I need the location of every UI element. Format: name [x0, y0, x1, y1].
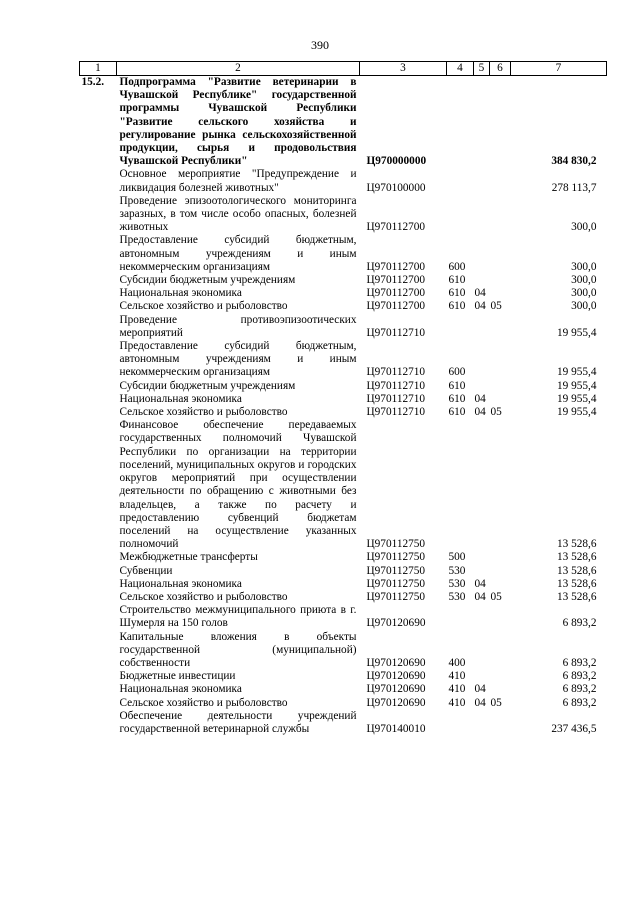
item-number: [80, 631, 117, 671]
subsection: [490, 670, 511, 683]
expense-type: 600: [448, 260, 466, 273]
subsection: [490, 314, 511, 340]
item-name: Сельское хозяйство и рыболовство: [119, 300, 288, 313]
expense-type: 410: [448, 683, 466, 696]
target-code: Ц970112710: [366, 366, 426, 379]
item-name: Сельское хозяйство и рыболовство: [119, 406, 288, 419]
section: [474, 340, 490, 380]
item-number: [80, 578, 117, 591]
table-row: [80, 697, 607, 710]
section: [474, 631, 490, 671]
subsection: [490, 683, 511, 696]
item-name: Национальная экономика: [119, 392, 242, 405]
target-code: Ц970000000: [366, 155, 427, 168]
amount: 6 893,2: [562, 683, 597, 696]
section: [474, 234, 490, 274]
item-number: [80, 287, 117, 300]
item-number: [80, 604, 117, 630]
item-name: Подпрограмма "Развитие ветеринарии в Чувашской Республике" государственной программы Чувашской Республики "Развитие сельского хозяйства и регулирование рынка сельскохозяйственной продукции, сырья и продовольствия Чувашской Республики": [119, 76, 357, 168]
expense-type: [447, 195, 474, 235]
amount: 300,0: [571, 260, 597, 273]
page-number: 390: [311, 38, 329, 52]
table-row: [80, 591, 607, 604]
amount: 19 955,4: [556, 379, 597, 392]
table-row: [80, 300, 607, 313]
expense-type: [447, 710, 474, 736]
item-number: [80, 683, 117, 696]
item-name: Строительство межмуниципального приюта в г. Шумерля на 150 голов: [119, 604, 357, 630]
column-header-4: 4: [447, 62, 474, 76]
table-row: [80, 168, 607, 194]
subsection: 05: [490, 590, 502, 603]
expense-type: [447, 419, 474, 551]
item-name: Проведение противоэпизоотических мероприятий: [119, 313, 357, 339]
section: 04: [474, 590, 486, 603]
target-code: Ц970112700: [366, 221, 426, 234]
item-name: Субсидии бюджетным учреждениям: [119, 274, 296, 287]
table-row: [80, 710, 607, 736]
amount: 300,0: [571, 287, 597, 300]
item-number: [80, 406, 117, 419]
target-code: Ц970120690: [366, 670, 426, 683]
item-number: [80, 670, 117, 683]
item-name: Основное мероприятие "Предупреждение и ликвидация болезней животных": [119, 168, 357, 194]
item-name: Бюджетные инвестиции: [119, 670, 236, 683]
target-code: Ц970112700: [366, 300, 426, 313]
target-code: Ц970112700: [366, 274, 426, 287]
amount: 300,0: [571, 300, 597, 313]
expense-type: [447, 76, 474, 169]
section: [474, 670, 490, 683]
subsection: [490, 565, 511, 578]
table-row: [80, 604, 607, 630]
target-code: Ц970100000: [366, 181, 426, 194]
expense-type: 410: [448, 670, 466, 683]
table-row: [80, 631, 607, 671]
expense-type: 530: [448, 577, 466, 590]
item-number: [80, 195, 117, 235]
column-header-6: 6: [490, 62, 511, 76]
expense-type: [447, 168, 474, 194]
table-row: [80, 683, 607, 696]
table-row: [80, 670, 607, 683]
section: 04: [474, 696, 486, 709]
table-row: [80, 565, 607, 578]
section: 04: [474, 406, 486, 419]
item-name: Сельское хозяйство и рыболовство: [119, 696, 288, 709]
item-number: [80, 274, 117, 287]
item-name: Национальная экономика: [119, 287, 242, 300]
section: 04: [474, 577, 486, 590]
target-code: Ц970140010: [366, 722, 426, 735]
target-code: Ц970112750: [366, 564, 426, 577]
expense-type: 400: [448, 656, 466, 669]
subsection: 05: [490, 300, 502, 313]
target-code: Ц970120690: [366, 617, 426, 630]
table-row: [80, 340, 607, 380]
column-header-2: 2: [117, 62, 360, 76]
target-code: Ц970120690: [366, 656, 426, 669]
target-code: Ц970112750: [366, 551, 426, 564]
expense-type: 600: [448, 366, 466, 379]
subsection: [490, 340, 511, 380]
section: [474, 710, 490, 736]
table-row: [80, 406, 607, 419]
section: [474, 168, 490, 194]
expense-type: 530: [448, 564, 466, 577]
item-number: [80, 710, 117, 736]
expense-type: 610: [448, 287, 466, 300]
target-code: Ц970112750: [366, 590, 426, 603]
subsection: [490, 274, 511, 287]
subsection: [490, 551, 511, 564]
table-row: [80, 195, 607, 235]
subsection: [490, 419, 511, 551]
target-code: Ц970112750: [366, 538, 426, 551]
section: 04: [474, 683, 486, 696]
amount: 6 893,2: [562, 696, 597, 709]
item-number: [80, 380, 117, 393]
amount: 278 113,7: [551, 181, 597, 194]
table-row: [80, 287, 607, 300]
section: [474, 604, 490, 630]
column-header-3: 3: [360, 62, 447, 76]
subsection: [490, 393, 511, 406]
section: 04: [474, 300, 486, 313]
target-code: Ц970120690: [366, 683, 426, 696]
amount: 13 528,6: [556, 577, 597, 590]
amount: 13 528,6: [556, 590, 597, 603]
item-number: [80, 591, 117, 604]
item-name: Проведение эпизоотологического мониторинга заразных, в том числе особо опасных, болезней животных: [119, 194, 357, 234]
item-name: Национальная экономика: [119, 683, 242, 696]
budget-table: [79, 61, 607, 736]
table-row: [80, 578, 607, 591]
amount: 13 528,6: [556, 564, 597, 577]
subsection: [490, 195, 511, 235]
table-row: [80, 551, 607, 564]
item-number: [80, 565, 117, 578]
subsection: [490, 631, 511, 671]
table-body: [80, 76, 607, 737]
expense-type: 610: [448, 379, 466, 392]
item-name: Национальная экономика: [119, 577, 242, 590]
item-name: Субсидии бюджетным учреждениям: [119, 379, 296, 392]
item-number: [80, 340, 117, 380]
expense-type: 610: [448, 300, 466, 313]
amount: 300,0: [571, 221, 597, 234]
subsection: [490, 710, 511, 736]
amount: 13 528,6: [556, 538, 597, 551]
item-name: Субвенции: [119, 564, 173, 577]
amount: 19 955,4: [556, 366, 597, 379]
item-name: Обеспечение деятельности учреждений государственной ветеринарной службы: [119, 709, 357, 735]
amount: 6 893,2: [562, 670, 597, 683]
section: [474, 195, 490, 235]
subsection: [490, 234, 511, 274]
target-code: Ц970112710: [366, 379, 426, 392]
item-name: Капитальные вложения в объекты государственной (муниципальной) собственности: [119, 630, 357, 669]
section: [474, 565, 490, 578]
section: [474, 419, 490, 551]
column-header-7: 7: [511, 62, 607, 76]
expense-type: 530: [448, 590, 466, 603]
item-number: [80, 168, 117, 194]
section: [474, 274, 490, 287]
subsection: [490, 604, 511, 630]
target-code: Ц970112710: [366, 326, 426, 339]
expense-type: 410: [448, 696, 466, 709]
item-name: Межбюджетные трансферты: [119, 551, 258, 564]
expense-type: [447, 604, 474, 630]
subsection: 05: [490, 696, 502, 709]
item-number: [80, 697, 117, 710]
item-name: Сельское хозяйство и рыболовство: [119, 590, 288, 603]
target-code: Ц970112700: [366, 287, 426, 300]
subsection: 05: [490, 406, 502, 419]
amount: 6 893,2: [562, 617, 597, 630]
target-code: Ц970112710: [366, 392, 426, 405]
amount: 384 830,2: [551, 155, 597, 168]
section: 04: [474, 287, 486, 300]
section: [474, 76, 490, 169]
item-number: [80, 551, 117, 564]
amount: 19 955,4: [556, 406, 597, 419]
amount: 19 955,4: [556, 392, 597, 405]
table-row: [80, 234, 607, 274]
table-row: [80, 393, 607, 406]
item-number: [80, 419, 117, 551]
expense-type: 610: [448, 392, 466, 405]
section: [474, 314, 490, 340]
subsection: [490, 168, 511, 194]
subsection: [490, 287, 511, 300]
item-number: [80, 300, 117, 313]
amount: 13 528,6: [556, 551, 597, 564]
amount: 300,0: [571, 274, 597, 287]
column-number-row: [80, 62, 607, 76]
item-number: 15.2.: [81, 76, 105, 88]
section: 04: [474, 392, 486, 405]
table-row: [80, 76, 607, 169]
table-row: [80, 274, 607, 287]
table-row: [80, 380, 607, 393]
column-header-1: 1: [80, 62, 117, 76]
expense-type: [447, 314, 474, 340]
target-code: Ц970120690: [366, 696, 426, 709]
target-code: Ц970112710: [366, 406, 426, 419]
expense-type: 610: [448, 274, 466, 287]
expense-type: 500: [448, 551, 466, 564]
item-name: Финансовое обеспечение передаваемых государственных полномочий Чувашской Республики по организации на территории поселений, муниципальных округов и городских округов мероприятий при осуществлении деятельности по обращению с животными без владельцев, а также по расчету и предоставлению субвенций бюджетам поселений на осуществление указанных полномочий: [119, 419, 357, 551]
expense-type: 610: [448, 406, 466, 419]
amount: 6 893,2: [562, 656, 597, 669]
item-name: Предоставление субсидий бюджетным, автономным учреждениям и иным некоммерческим организациям: [119, 234, 357, 273]
subsection: [490, 76, 511, 169]
item-number: [80, 393, 117, 406]
amount: 19 955,4: [556, 326, 597, 339]
item-name: Предоставление субсидий бюджетным, автономным учреждениям и иным некоммерческим организациям: [119, 340, 357, 379]
target-code: Ц970112750: [366, 577, 426, 590]
target-code: Ц970112700: [366, 260, 426, 273]
table-row: [80, 419, 607, 551]
subsection: [490, 578, 511, 591]
subsection: [490, 380, 511, 393]
amount: 237 436,5: [551, 722, 597, 735]
section: [474, 380, 490, 393]
item-number: [80, 234, 117, 274]
item-number: [80, 314, 117, 340]
section: [474, 551, 490, 564]
table-row: [80, 314, 607, 340]
column-header-5: 5: [474, 62, 490, 76]
